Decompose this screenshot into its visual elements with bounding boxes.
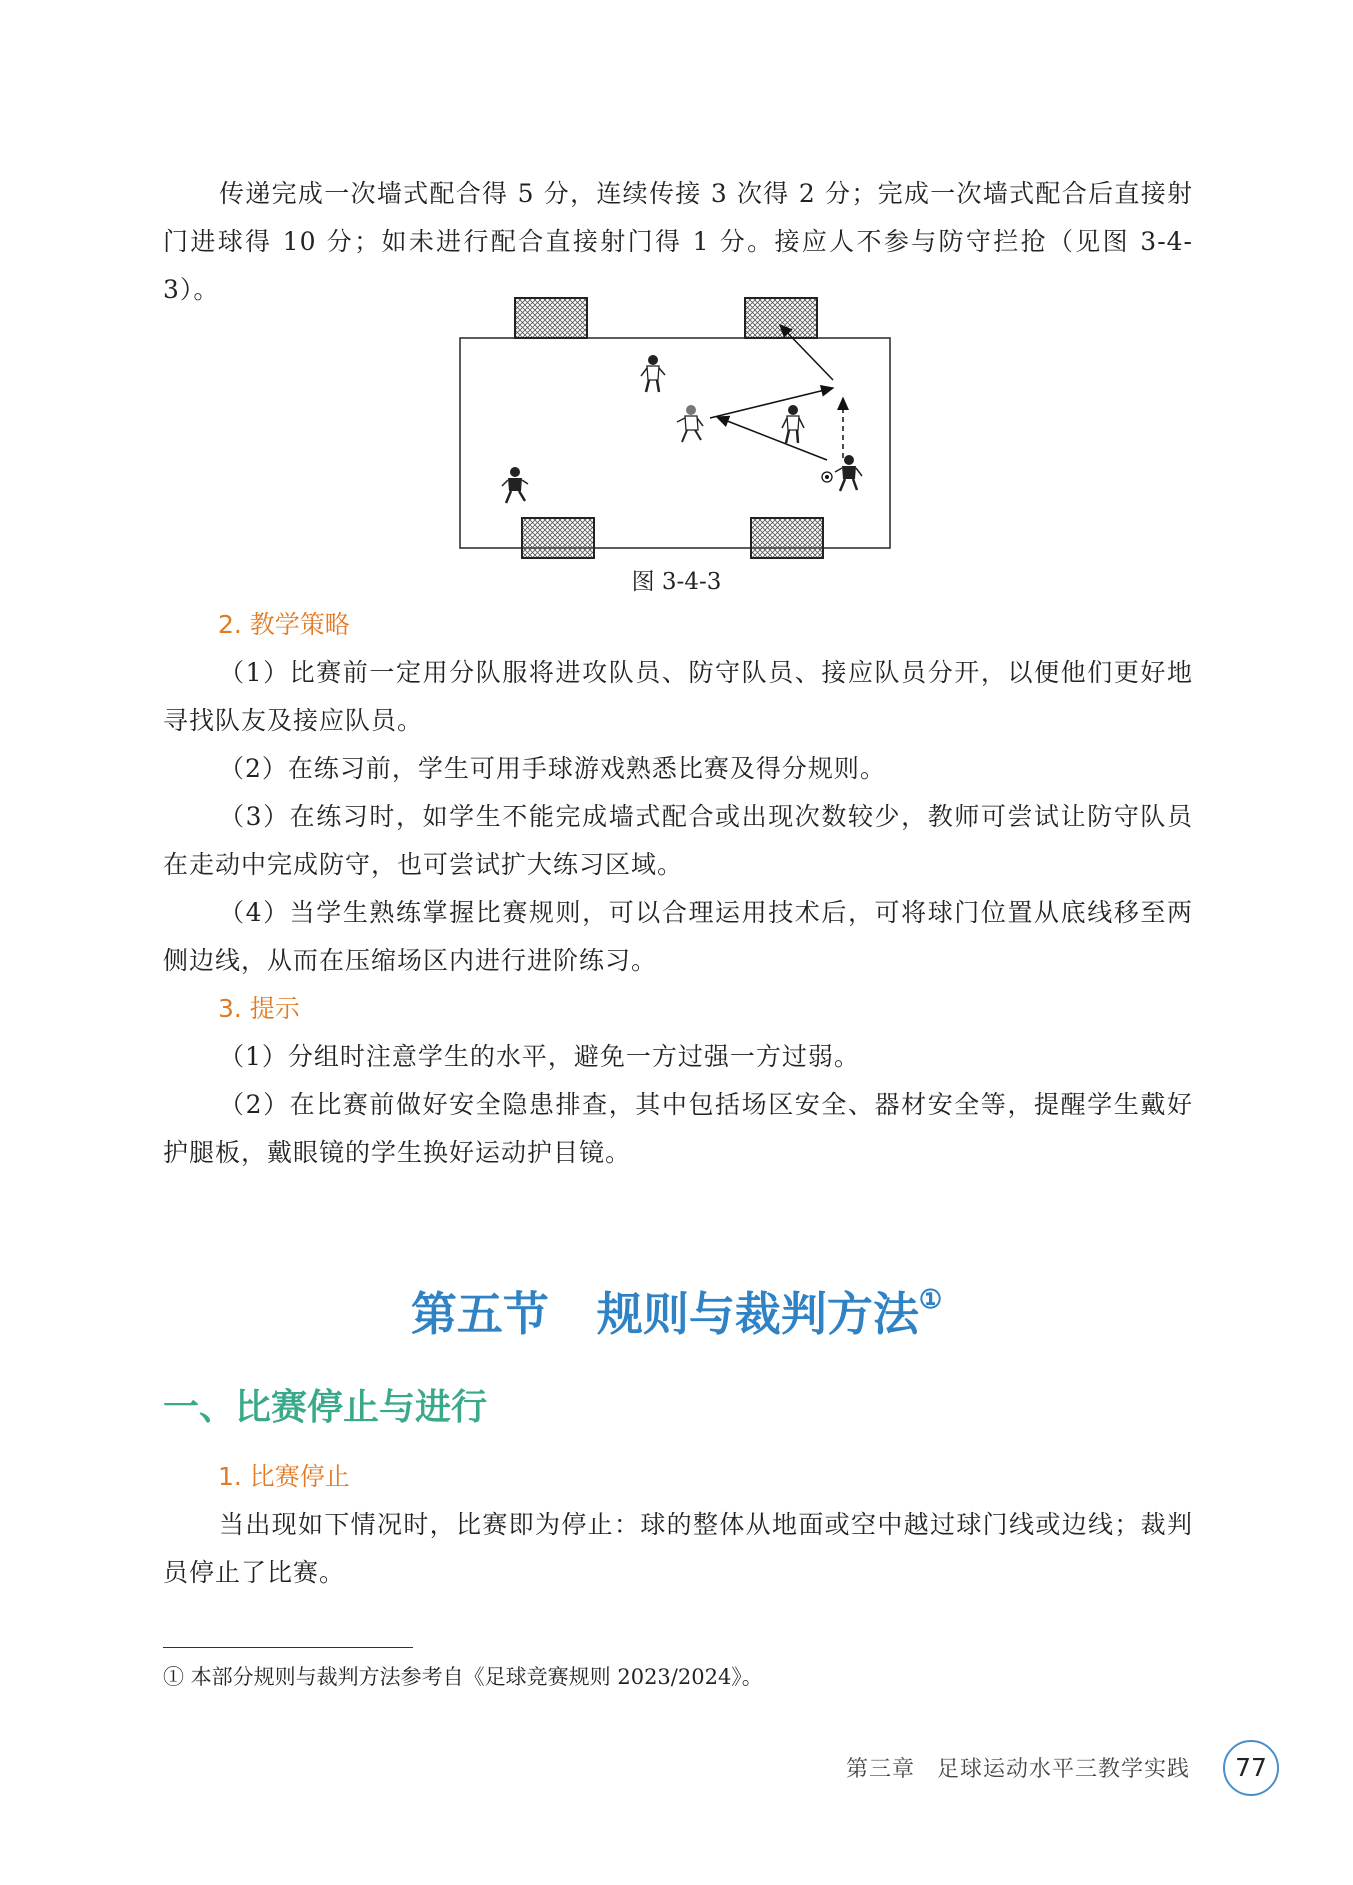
tips-heading: 3. 提示	[218, 994, 300, 1023]
goal-top-right	[745, 298, 817, 338]
figure-caption: 图 3-4-3	[631, 569, 722, 595]
tips-item-2: （2）在比赛前做好安全隐患排查，其中包括场区安全、器材安全等，提醒学生戴好护腿板，戴眼镜的学生换好运动护目镜。	[163, 1090, 1193, 1167]
goal-top-left	[515, 298, 587, 338]
football-icon	[822, 472, 832, 482]
strategy-heading: 2. 教学策略	[218, 610, 350, 639]
strategy-item-2: （2）在练习前，学生可用手球游戏熟悉比赛及得分规则。	[219, 754, 886, 783]
section-title	[0, 1265, 1353, 1349]
goal-bottom-right	[751, 518, 823, 558]
field-boundary	[460, 338, 890, 548]
tips-item-1: （1）分组时注意学生的水平，避免一方过强一方过弱。	[219, 1042, 860, 1071]
page-number: 77	[1223, 1740, 1279, 1796]
section-name: 规则与裁判方法	[596, 1287, 919, 1341]
footer-chapter: 第三章	[845, 1757, 915, 1782]
footnote-divider	[163, 1647, 413, 1648]
intro-paragraph: 传递完成一次墙式配合得 5 分，连续传接 3 次得 2 分；完成一次墙式配合后直接射门进球得 10 分；如未进行配合直接射门得 1 分。接应人不参与防守拦抢（见图 3-4-3）。	[163, 179, 1193, 304]
footer-title: 足球运动水平三教学实践	[936, 1757, 1190, 1782]
stop-paragraph: 当出现如下情况时，比赛即为停止：球的整体从地面或空中越过球门线或边线；裁判员停止了比赛。	[163, 1510, 1193, 1587]
drill-diagram-svg	[455, 290, 895, 560]
footnote: ① 本部分规则与裁判方法参考自《足球竞赛规则 2023/2024》。	[163, 1665, 763, 1689]
footnote-marker: ①	[918, 1285, 943, 1315]
goal-bottom-left	[522, 518, 594, 558]
strategy-item-3: （3）在练习时，如学生不能完成墙式配合或出现次数较少，教师可尝试让防守队员在走动中完成防守，也可尝试扩大练习区域。	[163, 802, 1193, 879]
subsection-heading: 一、比赛停止与进行	[163, 1387, 488, 1428]
section-number: 第五节	[410, 1287, 549, 1341]
strategy-item-4: （4）当学生熟练掌握比赛规则，可以合理运用技术后，可将球门位置从底线移至两侧边线，从而在压缩场区内进行进阶练习。	[163, 898, 1193, 975]
stop-heading: 1. 比赛停止	[218, 1462, 350, 1491]
strategy-item-1: （1）比赛前一定用分队服将进攻队员、防守队员、接应队员分开，以便他们更好地寻找队友及接应队员。	[163, 658, 1193, 735]
drill-diagram	[455, 290, 895, 560]
page-footer	[846, 1750, 1190, 1790]
